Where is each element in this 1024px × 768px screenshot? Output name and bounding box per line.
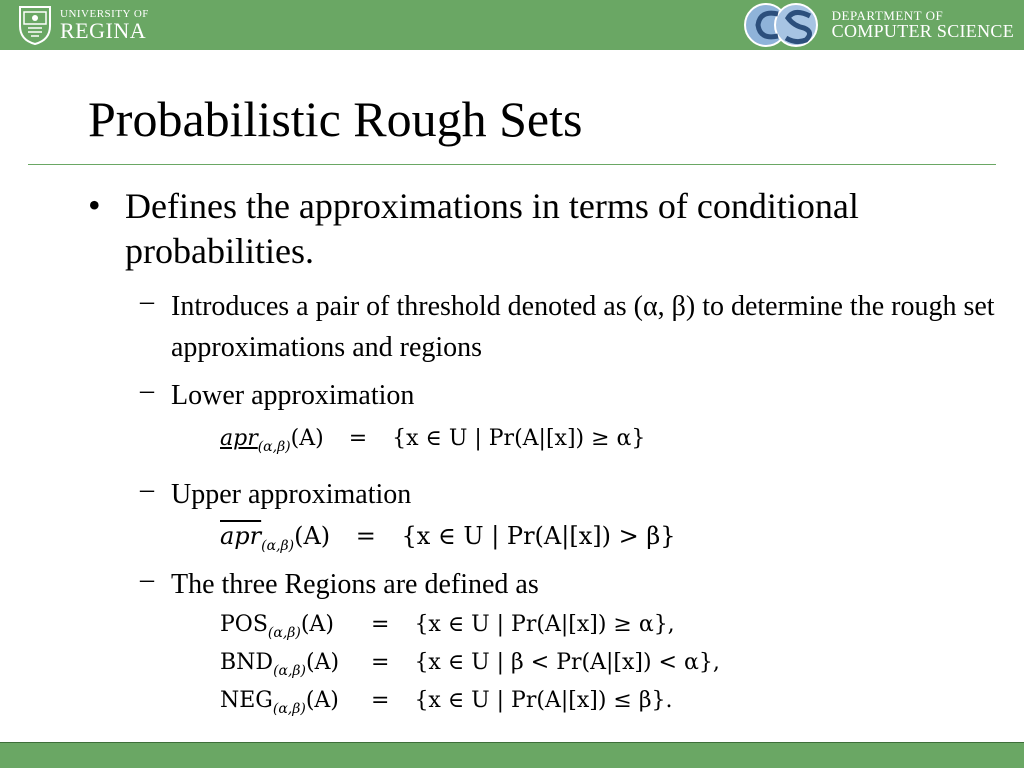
sub-item-upper: Upper approximation (171, 479, 412, 510)
formula-pos: $POS_{(\alpha,\beta)}(A) = \{x$ ∈ U | Pr(A|[x]) ≥ α}, (220, 612, 675, 641)
university-label-small: UNIVERSITY OF (60, 7, 149, 20)
sub-dash: – (140, 286, 154, 317)
main-bullet-text: Defines the approximations in terms of conditional probabilities. (125, 186, 859, 271)
formula-neg: $NEG_{(\alpha,\beta)}(A) = \{x$ ∈ U | Pr(A|[x]) ≤ β}. (220, 688, 673, 717)
sub-dash: – (140, 375, 154, 406)
sub-item-thresholds: Introduces a pair of threshold denoted as (α, β) to determine the rough set approximations and regions (171, 291, 995, 363)
formula-bnd: $BND_{(\alpha,\beta)}(A) = \{x$ ∈ U | β < Pr(A|[x]) < α}, (220, 650, 720, 679)
sub-item-regions: The three Regions are defined as (171, 569, 539, 600)
sub-dash: – (140, 474, 154, 505)
formula-upper: $\overline{apr}_{(\alpha,\beta)}(A) = \{x$ ∈ U | Pr(A|[x]) > β} (220, 522, 676, 554)
department-label-small: DEPARTMENT OF (831, 7, 944, 23)
bullet-symbol: • (88, 185, 101, 225)
department-label-big: COMPUTER SCIENCE (831, 21, 1014, 42)
sub-dash: – (140, 564, 154, 595)
footer-bar (0, 743, 1024, 768)
formula-lower: apr$_{(\alpha,\beta)}$(A) = {x ∈ U | Pr(A|[x]) ≥ α} (220, 426, 646, 455)
university-label-big: REGINA (60, 17, 147, 43)
slide-title: Probabilistic Rough Sets (88, 91, 583, 147)
sub-item-lower: Lower approximation (171, 380, 415, 411)
